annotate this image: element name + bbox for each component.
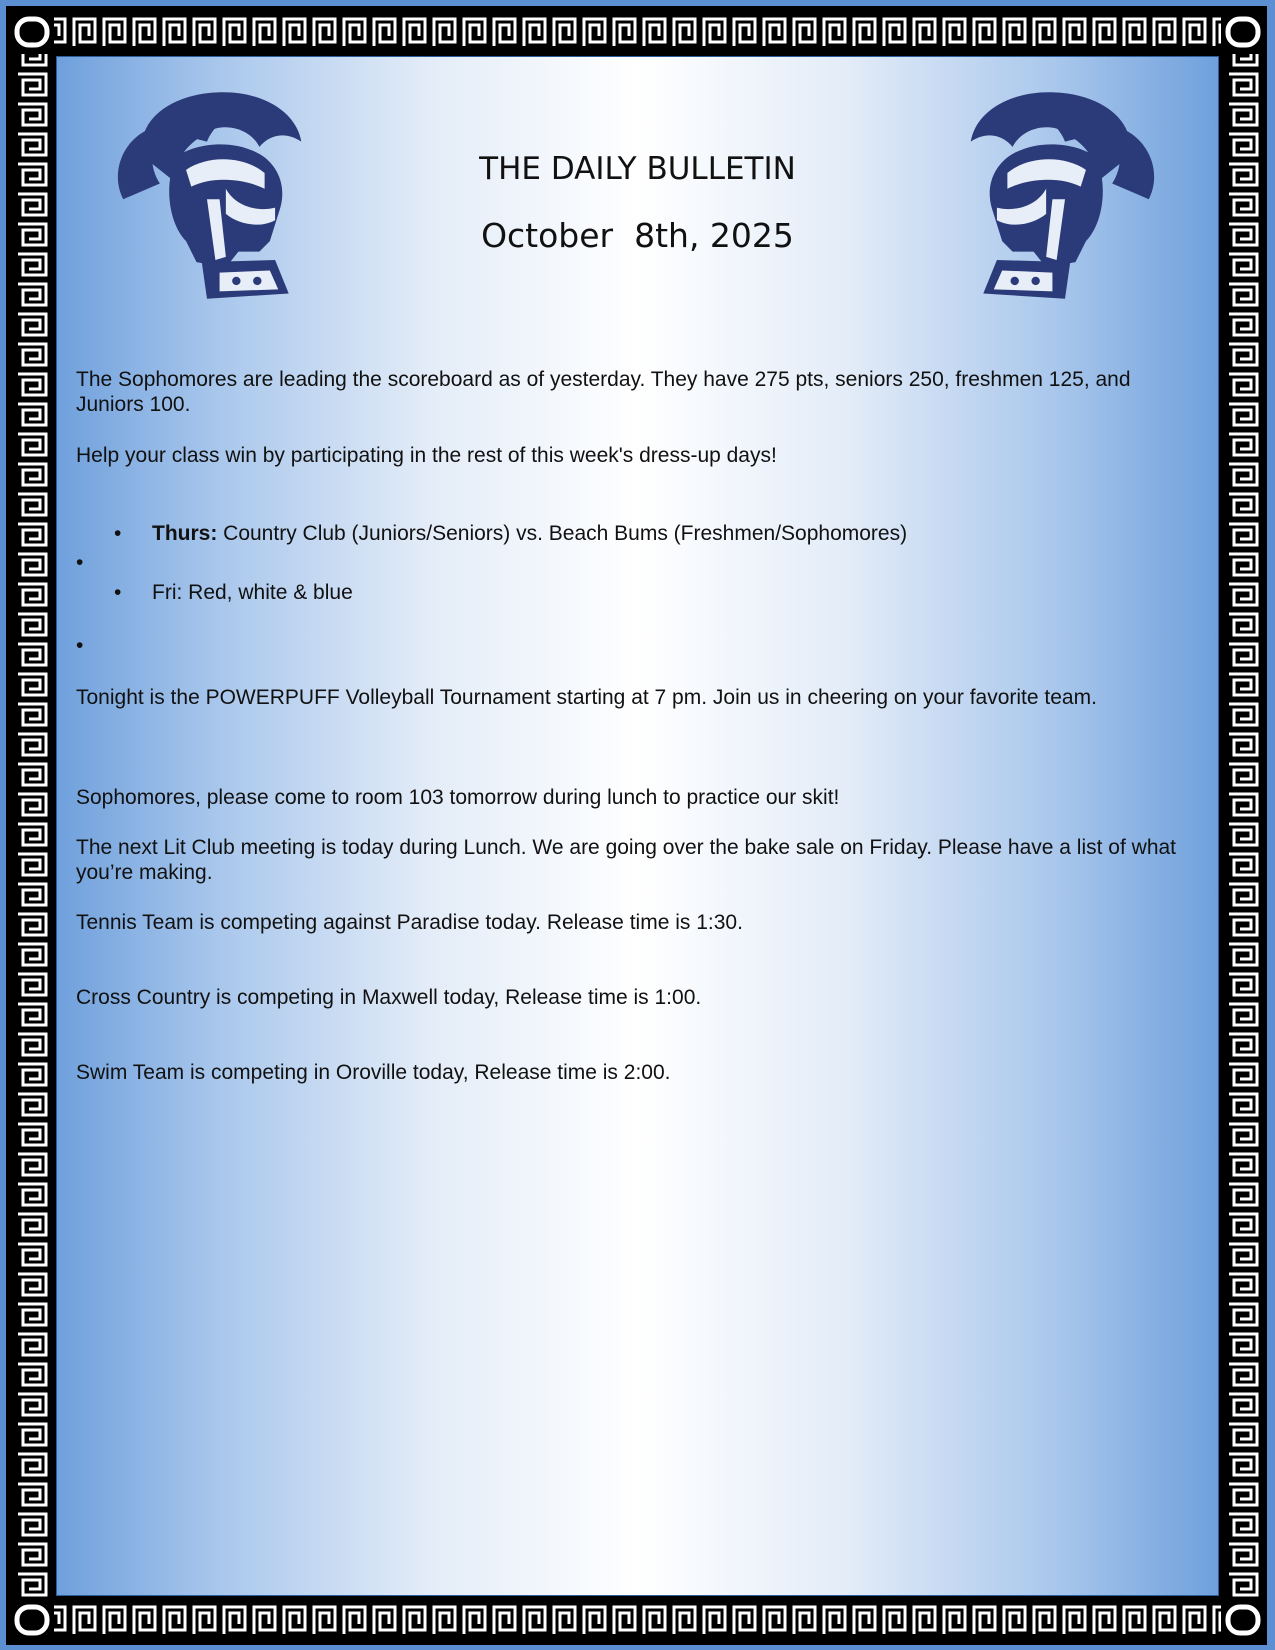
greek-key-border-left: [10, 10, 54, 1642]
skit-paragraph: Sophomores, please come to room 103 tomorrow during lunch to practice our skit!: [76, 786, 840, 809]
page-title: THE DAILY BULLETIN: [479, 151, 796, 187]
bullet-icon: •: [76, 634, 84, 657]
dress-up-theme: Country Club (Juniors/Seniors) vs. Beach Bums (Freshmen/Sophomores): [217, 522, 908, 545]
bullet-icon: •: [76, 551, 84, 574]
dress-up-day-label: Thurs:: [152, 522, 218, 545]
list-item: [152, 521, 1262, 546]
corner-ring-icon: [10, 10, 54, 54]
bullet-icon: •: [114, 522, 122, 545]
lit-club-paragraph: The next Lit Club meeting is today during Lunch. We are going over the bake sale on Friday. Please have a list of what you’re making.: [76, 836, 1177, 884]
list-item: [152, 580, 1262, 605]
cross-country-paragraph: Cross Country is competing in Maxwell today, Release time is 1:00.: [76, 986, 702, 1009]
bullet-icon: •: [114, 581, 122, 604]
corner-ring-icon: [10, 1598, 54, 1642]
bulletin-date: October 8th, 2025: [481, 216, 794, 255]
corner-ring-icon: [1221, 10, 1265, 54]
greek-key-border-bottom: [10, 1598, 1265, 1642]
dress-up-intro: Help your class win by participating in the rest of this week's dress-up days!: [76, 444, 777, 467]
greek-key-border-top: [10, 10, 1265, 54]
greek-key-border-right: [1221, 10, 1265, 1642]
tennis-paragraph: Tennis Team is competing against Paradise today. Release time is 1:30.: [76, 911, 743, 934]
scoreboard-paragraph: The Sophomores are leading the scoreboard as of yesterday. They have 275 pts, seniors 250, freshmen 125, and Juniors 100.: [76, 368, 1131, 416]
swim-paragraph: Swim Team is competing in Oroville today, Release time is 2:00.: [76, 1061, 671, 1084]
dress-up-theme: Fri: Red, white & blue: [152, 581, 353, 604]
corner-ring-icon: [1221, 1598, 1265, 1642]
powerpuff-paragraph: Tonight is the POWERPUFF Volleyball Tournament starting at 7 pm. Join us in cheering on your favorite team.: [76, 686, 1097, 709]
trojan-helmet-icon: [102, 84, 312, 304]
trojan-helmet-icon: [960, 84, 1170, 304]
